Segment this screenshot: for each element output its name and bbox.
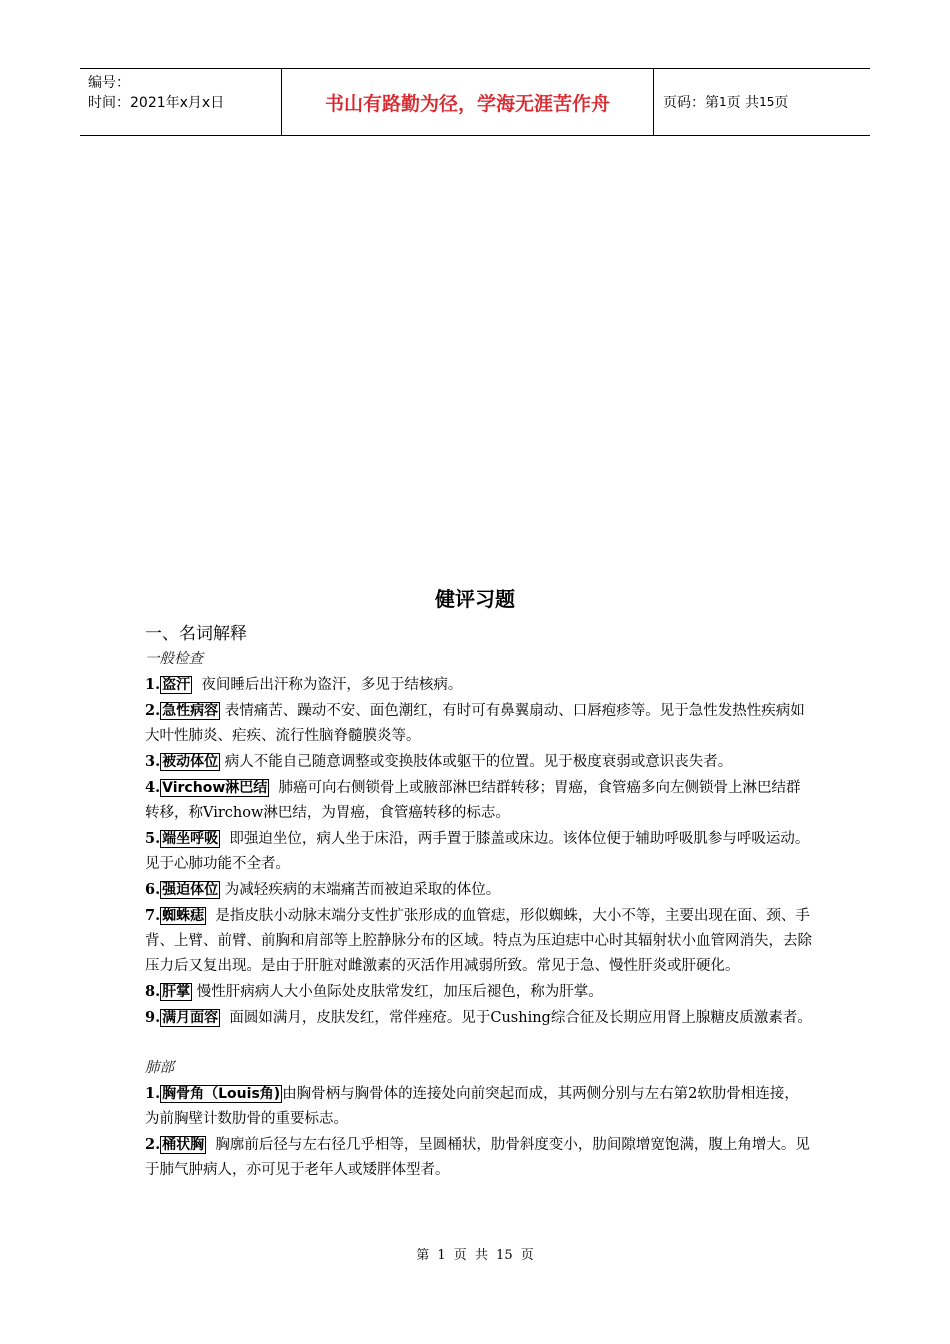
- term-entry: [145, 775, 813, 826]
- term-entry: [145, 979, 813, 1005]
- entry-definition: 即强迫坐位，病人坐于床沿，两手置于膝盖或床边。该体位便于辅助呼吸肌参与呼吸运动。见于心肺功能不全者。: [145, 831, 810, 872]
- term-entry: [145, 1132, 813, 1183]
- entry-number: 8.: [145, 983, 161, 1000]
- entry-number: 7.: [145, 907, 161, 924]
- entry-definition: 慢性肝病病人大小鱼际处皮肤常发红，加压后褪色，称为肝掌。: [192, 984, 603, 1000]
- entry-number: 2.: [145, 702, 161, 719]
- entry-number: 5.: [145, 830, 161, 847]
- category-heading: 一般检查: [145, 651, 203, 667]
- entry-number: 6.: [145, 881, 161, 898]
- term-entry: [145, 826, 813, 877]
- category-heading: 肺部: [145, 1060, 174, 1076]
- entry-number: 4.: [145, 779, 161, 796]
- entry-definition: 为减轻疾病的末端痛苦而被迫采取的体位。: [220, 882, 501, 898]
- term-entry: [145, 1081, 813, 1132]
- group-spacer: [145, 1031, 813, 1056]
- header-page-number: [654, 69, 870, 135]
- entry-term: 满月面容: [162, 1010, 219, 1026]
- entry-number: 1.: [145, 1085, 161, 1102]
- document-title: 健评习题: [435, 587, 515, 611]
- header-time-label: 时间：2021年x月x日: [88, 95, 225, 111]
- entry-number: 9.: [145, 1009, 161, 1026]
- document-body: [145, 621, 813, 1183]
- entry-term: Virchow淋巴结: [162, 780, 268, 796]
- entry-definition: 面圆如满月，皮肤发红，常伴痤疮。见于Cushing综合征及长期应用肾上腺糖皮质激素者。: [220, 1010, 812, 1026]
- entry-definition: 表情痛苦、躁动不安、面色潮红，有时可有鼻翼扇动、口唇疱疹等。见于急性发热性疾病如大叶性肺炎、疟疾、流行性脑脊髓膜炎等。: [145, 703, 805, 744]
- entry-definition: 肺癌可向右侧锁骨上或腋部淋巴结群转移；胃癌，食管癌多向左侧锁骨上淋巴结群转移，称Virchow淋巴结，为胃癌，食管癌转移的标志。: [145, 780, 801, 821]
- entry-definition: 由胸骨柄与胸骨体的连接处向前突起而成，其两侧分别与左右第2软肋骨相连接，为前胸壁计数肋骨的重要标志。: [145, 1086, 799, 1127]
- header-page-current: 1: [719, 95, 727, 109]
- entry-definition: 胸廓前后径与左右径几乎相等，呈圆桶状，肋骨斜度变小，肋间隙增宽饱满，腹上角增大。见于肺气肿病人，亦可见于老年人或矮胖体型者。: [145, 1137, 810, 1178]
- page-header: [80, 68, 870, 136]
- page-footer: 第 1 页 共 15 页: [416, 1248, 534, 1263]
- entry-number: 1.: [145, 676, 161, 693]
- entry-term: 盗汗: [162, 677, 191, 693]
- entry-term: 桶状胸: [162, 1137, 205, 1153]
- section-heading: 一、名词解释: [145, 624, 247, 644]
- term-entry: [145, 903, 813, 979]
- entry-number: 3.: [145, 753, 161, 770]
- entry-term: 被动体位: [162, 754, 219, 770]
- entry-term: 强迫体位: [162, 882, 219, 898]
- header-motto: 书山有路勤为径，学海无涯苦作舟: [282, 69, 654, 135]
- term-entry: [145, 1005, 813, 1031]
- header-code-label: 编号：: [88, 75, 130, 91]
- entry-definition: 是指皮肤小动脉末端分支性扩张形成的血管痣，形似蜘蛛，大小不等，主要出现在面、颈、手背、上臂、前臂、前胸和肩部等上腔静脉分布的区域。特点为压迫痣中心时其辐射状小血管网消失，去除压力后又复出现。是由于肝脏对雌激素的灭活作用减弱所致。常见于急、慢性肝炎或肝硬化。: [145, 908, 812, 974]
- term-groups: [145, 647, 813, 1183]
- header-page-total: 15: [759, 95, 775, 109]
- entry-definition: 夜间睡后出汗称为盗汗，多见于结核病。: [192, 677, 463, 693]
- term-entry: [145, 672, 813, 698]
- header-page-prefix: 页码：第: [663, 95, 719, 111]
- entry-term: 蜘蛛痣: [162, 908, 205, 924]
- entry-number: 2.: [145, 1136, 161, 1153]
- term-entry: [145, 877, 813, 903]
- term-entry: [145, 749, 813, 775]
- header-meta: [80, 69, 282, 135]
- header-page-suffix: 页: [774, 95, 789, 111]
- entry-term: 急性病容: [162, 703, 219, 719]
- entry-term: 肝掌: [162, 984, 191, 1000]
- entry-definition: 病人不能自己随意调整或变换肢体或躯干的位置。见于极度衰弱或意识丧失者。: [220, 754, 733, 770]
- header-page-mid: 页 共: [726, 95, 760, 111]
- entry-term: 胸骨角（Louis角): [162, 1086, 281, 1102]
- entry-term: 端坐呼吸: [162, 831, 219, 847]
- term-entry: [145, 698, 813, 749]
